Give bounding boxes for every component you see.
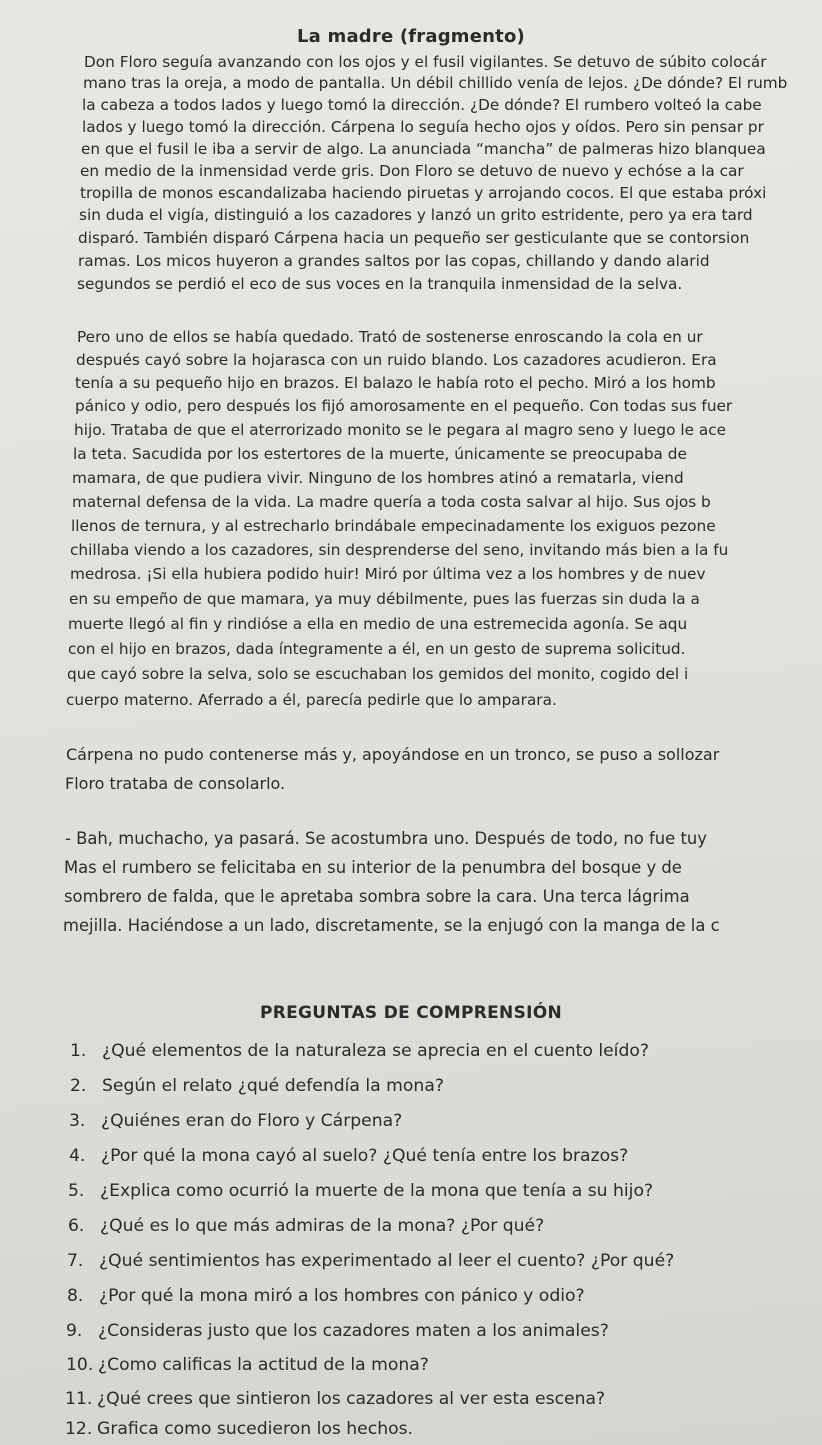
- text-line: chillaba viendo a los cazadores, sin desprenderse del seno, invitando más bien a la fu: [70, 541, 729, 559]
- question-item: [70, 1075, 822, 1097]
- question-number: 1.: [70, 1041, 87, 1061]
- question-number: 11.: [65, 1389, 93, 1409]
- question-number: 10.: [66, 1355, 94, 1375]
- text-line: en que el fusil le iba a servir de algo. La anunciada “mancha” de palmeras hizo blanquea: [81, 140, 766, 158]
- text-line: tenía a su pequeño hijo en brazos. El balazo le había roto el pecho. Miró a los homb: [75, 374, 716, 392]
- question-item: [65, 1418, 822, 1440]
- question-item: [67, 1285, 822, 1307]
- text-line: que cayó sobre la selva, solo se escuchaban los gemidos del monito, cogido del i: [67, 665, 689, 683]
- text-line: llenos de ternura, y al estrecharlo brindábale empecinadamente los exiguos pezone: [71, 517, 716, 535]
- question-text: ¿Por qué la mona cayó al suelo? ¿Qué tenía entre los brazos?: [101, 1146, 629, 1166]
- text-line: hijo. Trataba de que el aterrorizado monito se le pegara al magro seno y luego le ace: [74, 421, 727, 439]
- text-line: en su empeño de que mamara, ya muy débilmente, pues las fuerzas sin duda la a: [69, 590, 700, 608]
- question-item: [66, 1320, 822, 1342]
- question-text: ¿Quiénes eran do Floro y Cárpena?: [101, 1111, 403, 1131]
- question-text: ¿Por qué la mona miró a los hombres con pánico y odio?: [99, 1286, 585, 1306]
- question-text: ¿Qué sentimientos has experimentado al leer el cuento? ¿Por qué?: [99, 1251, 675, 1271]
- text-line: Don Floro seguía avanzando con los ojos y el fusil vigilantes. Se detuvo de súbito colocár: [84, 53, 767, 71]
- text-line: muerte llegó al fin y rindióse a ella en medio de una estremecida agonía. Se aqu: [68, 615, 688, 633]
- question-item: [68, 1180, 822, 1202]
- text-line: medrosa. ¡Si ella hubiera podido huir! Miró por última vez a los hombres y de nuev: [70, 565, 706, 583]
- question-text: ¿Consideras justo que los cazadores maten a los animales?: [98, 1321, 609, 1341]
- question-number: 4.: [69, 1146, 86, 1166]
- question-item: [69, 1110, 822, 1132]
- text-line: Cárpena no pudo contenerse más y, apoyándose en un tronco, se puso a sollozar: [66, 745, 720, 764]
- question-text: ¿Qué crees que sintieron los cazadores al ver esta escena?: [97, 1389, 606, 1409]
- question-number: 8.: [67, 1286, 84, 1306]
- text-line: ramas. Los micos huyeron a grandes saltos por las copas, chillando y dando alarid: [78, 252, 710, 270]
- text-line: sombrero de falda, que le apretaba sombra sobre la cara. Una terca lágrima: [64, 887, 690, 906]
- document-title: La madre (fragmento): [297, 26, 525, 47]
- text-line: Mas el rumbero se felicitaba en su interior de la penumbra del bosque y de: [64, 858, 682, 877]
- question-item: [65, 1388, 822, 1410]
- question-number: 9.: [66, 1321, 83, 1341]
- question-text: Según el relato ¿qué defendía la mona?: [102, 1076, 444, 1096]
- question-text: ¿Como calificas la actitud de la mona?: [98, 1355, 429, 1375]
- text-line: Floro trataba de consolarlo.: [65, 774, 286, 793]
- question-text: ¿Qué es lo que más admiras de la mona? ¿Por qué?: [100, 1216, 545, 1236]
- question-item: [69, 1145, 822, 1167]
- text-line: lados y luego tomó la dirección. Cárpena lo seguía hecho ojos y oídos. Pero sin pensar pr: [82, 118, 764, 136]
- question-number: 7.: [67, 1251, 84, 1271]
- text-line: Pero uno de ellos se había quedado. Trató de sostenerse enroscando la cola en ur: [77, 328, 703, 346]
- text-line: con el hijo en brazos, dada íntegramente a él, en un gesto de suprema solicitud.: [68, 640, 686, 658]
- text-line: la cabeza a todos lados y luego tomó la dirección. ¿De dónde? El rumbero volteó la cabe: [82, 96, 762, 114]
- question-number: 2.: [70, 1076, 87, 1096]
- question-item: [70, 1040, 822, 1062]
- text-line: mano tras la oreja, a modo de pantalla. Un débil chillido venía de lejos. ¿De dónde? El rumb: [83, 74, 788, 92]
- question-number: 5.: [68, 1181, 85, 1201]
- text-line: maternal defensa de la vida. La madre quería a toda costa salvar al hijo. Sus ojos b: [72, 493, 711, 511]
- text-line: segundos se perdió el eco de sus voces en la tranquila inmensidad de la selva.: [77, 275, 683, 293]
- text-line: la teta. Sacudida por los estertores de la muerte, únicamente se preocupaba de: [73, 445, 687, 463]
- question-text: ¿Explica como ocurrió la muerte de la mona que tenía a su hijo?: [100, 1181, 654, 1201]
- question-number: 12.: [65, 1419, 93, 1439]
- text-line: mamara, de que pudiera vivir. Ninguno de los hombres atinó a rematarla, viend: [72, 469, 684, 487]
- questions-heading: PREGUNTAS DE COMPRENSIÓN: [259, 1003, 563, 1023]
- text-line: cuerpo materno. Aferrado a él, parecía pedirle que lo amparara.: [66, 691, 557, 709]
- text-line: - Bah, muchacho, ya pasará. Se acostumbra uno. Después de todo, no fue tuy: [65, 829, 707, 848]
- text-line: sin duda el vigía, distinguió a los cazadores y lanzó un grito estridente, pero ya era tard: [79, 206, 753, 224]
- question-number: 3.: [69, 1111, 86, 1131]
- question-item: [68, 1215, 822, 1237]
- text-line: después cayó sobre la hojarasca con un ruido blando. Los cazadores acudieron. Era: [76, 351, 717, 369]
- question-item: [66, 1354, 822, 1376]
- question-number: 6.: [68, 1216, 85, 1236]
- question-item: [67, 1250, 822, 1272]
- question-text: Grafica como sucedieron los hechos.: [97, 1419, 414, 1439]
- question-text: ¿Qué elementos de la naturaleza se aprecia en el cuento leído?: [102, 1041, 649, 1061]
- text-line: mejilla. Haciéndose a un lado, discretamente, se la enjugó con la manga de la c: [63, 916, 720, 935]
- text-line: en medio de la inmensidad verde gris. Don Floro se detuvo de nuevo y echóse a la car: [80, 162, 744, 180]
- text-line: disparó. También disparó Cárpena hacia un pequeño ser gesticulante que se contorsion: [78, 229, 750, 247]
- text-line: pánico y odio, pero después los fijó amorosamente en el pequeño. Con todas sus fuer: [75, 397, 733, 415]
- text-line: tropilla de monos escandalizaba haciendo piruetas y arrojando cocos. El que estaba próxi: [80, 184, 767, 202]
